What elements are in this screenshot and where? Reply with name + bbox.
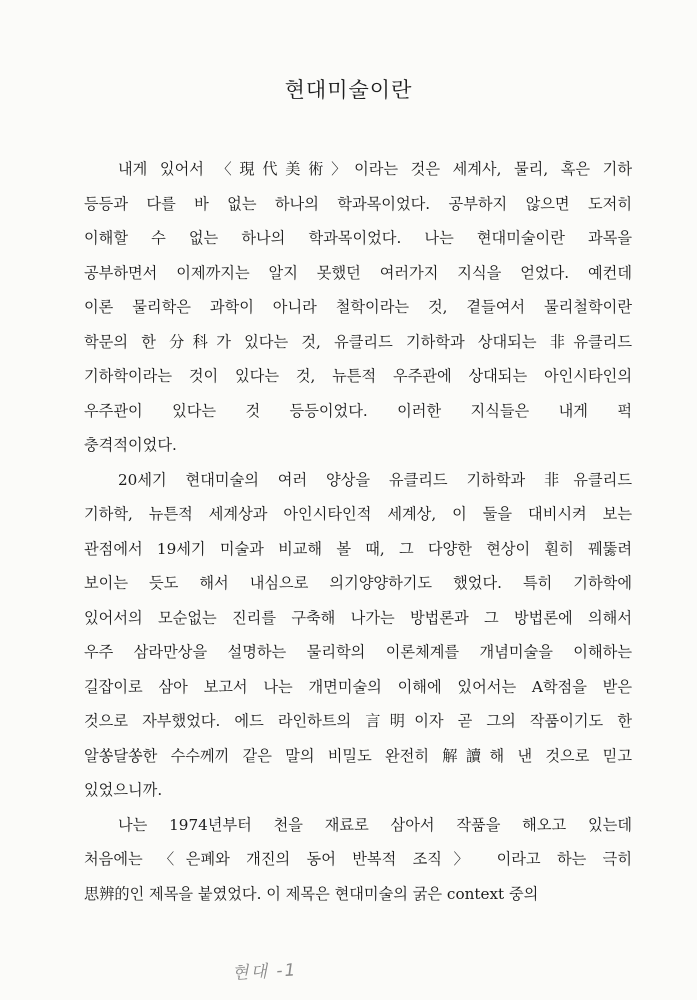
text-line: 공부하면서 이제까지는 알지 못했던 여러가지 지식을 얻었다. 예컨데 [84,263,632,282]
text-line: 것으로 자부했었다. 에드 라인하트의 言明이자 곧 그의 작품이기도 한 [84,712,632,730]
text-line: 보이는 듯도 해서 내심으로 의기양양하기도 했었다. 특히 기하학에 [84,574,632,592]
text-line: 내게 있어서 〈現代美術〉이라는 것은 세계사, 물리, 혹은 기하 [118,160,632,178]
text-line: 처음에는 〈은폐와 개진의 동어 반복적 조직〉 이라고 하는 극히 [84,850,632,868]
handwritten-page-note: 현대 -1 [231,960,298,984]
text-line: 기하학, 뉴튼적 세계상과 아인시타인적 세계상, 이 둘을 대비시켜 보는 [84,505,632,523]
text-line: 나는 1974년부터 천을 재료로 삼아서 작품을 해오고 있는데 [118,815,632,834]
text-line: 등등과 다를 바 없는 하나의 학과목이었다. 공부하지 않으면 도저히 [84,194,632,213]
text-line: 관점에서 19세기 미술과 비교해 볼 때, 그 다양한 현상이 훤히 꿰뚫려 [84,539,632,558]
text-line: 思辨的인 제목을 붙였었다. 이 제목은 현대미술의 굵은 context 중의 [84,884,539,903]
text-line: 있었으니까. [84,781,163,799]
body-text [84,152,632,911]
text-line: 충격적이었다. [84,436,177,454]
text-line: 있어서의 모순없는 진리를 구축해 나가는 방법론과 그 방법론에 의해서 [84,608,632,627]
text-line: 학문의 한 分科가 있다는 것, 유클리드 기하학과 상대되는 非유클리드 [84,332,632,351]
page-title: 현대미술이란 [284,78,413,102]
text-line: 기하학이라는 것이 있다는 것, 뉴튼적 우주관에 상대되는 아인시타인의 [84,367,632,385]
text-line: 길잡이로 삼아 보고서 나는 개면미술의 이해에 있어서는 A학점을 받은 [84,677,632,696]
text-line: 우주관이 있다는 것 등등이었다. 이러한 지식들은 내게 퍽 [84,401,632,420]
text-line: 이론 물리학은 과학이 아니라 철학이라는 것, 곁들여서 물리철학이란 [84,298,632,316]
text-line: 이해할 수 없는 하나의 학과목이었다. 나는 현대미술이란 과목을 [84,229,632,247]
text-line: 알쏭달쏭한 수수께끼 같은 말의 비밀도 완전히 解讀해 낸 것으로 믿고 [84,746,632,765]
text-line: 20세기 현대미술의 여러 양상을 유클리드 기하학과 非유클리드 [118,470,632,489]
text-line: 우주 삼라만상을 설명하는 물리학의 이론체계를 개념미술을 이해하는 [84,643,632,661]
